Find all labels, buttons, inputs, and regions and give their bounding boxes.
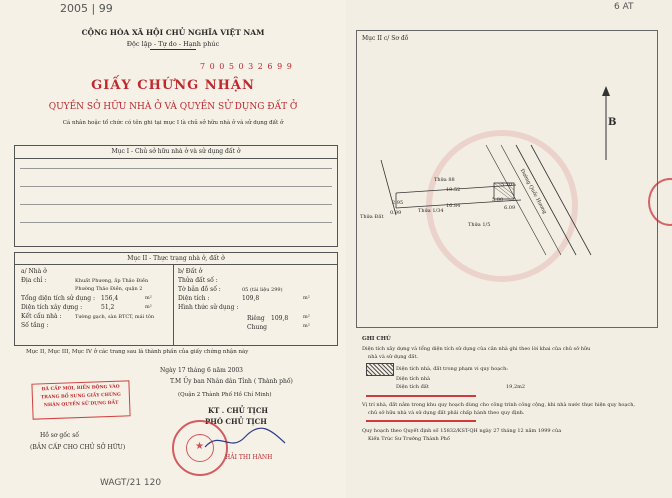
usage-form-label: Hình thức sử dụng : bbox=[178, 304, 239, 311]
dimension-label: 5.70 bbox=[501, 182, 513, 188]
shared-label: Chung bbox=[247, 324, 268, 331]
stamp-line: NHẬN QUYỀN SỬ DỤNG ĐẤT bbox=[43, 400, 119, 409]
divider bbox=[20, 168, 332, 169]
unit-m2: m² bbox=[303, 295, 310, 301]
serial-number: 7 0 0 5 0 3 2 6 9 9 bbox=[200, 62, 293, 71]
owner-section-box bbox=[14, 145, 338, 247]
dimension-label: 2.95 bbox=[392, 200, 404, 206]
owner-copy-label: (BẢN CẤP CHO CHỦ SỞ HỮU) bbox=[30, 444, 126, 451]
stamp-line: ĐÃ CẤP MỚI, BIẾN ĐỘNG VÀO bbox=[41, 384, 120, 393]
built-area-value: 51,2 bbox=[101, 304, 115, 311]
note-line: Diện tích nhà bbox=[396, 376, 431, 382]
archive-number-label: Hồ sơ gốc số bbox=[40, 432, 79, 439]
signature bbox=[200, 425, 290, 455]
owner-section-heading: Mục I - Chủ sở hữu nhà ở và sử dụng đất ở bbox=[15, 146, 337, 159]
divider bbox=[20, 222, 332, 223]
dimension-label: 6.09 bbox=[504, 205, 516, 211]
unit-m2: m² bbox=[303, 323, 310, 329]
motto-underline bbox=[150, 49, 196, 50]
motto: Độc lập - Tự do - Hạnh phúc bbox=[126, 40, 220, 48]
divider bbox=[20, 186, 332, 187]
divider bbox=[20, 204, 332, 205]
note-line: Quy hoạch theo Quyết định số 15832/KST-QH ngày 27 tháng 12 năm 1999 của bbox=[362, 428, 562, 434]
plot-label: Thửa 88 bbox=[434, 177, 455, 183]
republic-heading: CỘNG HÒA XÃ HỘI CHỦ NGHĨA VIỆT NAM bbox=[81, 28, 265, 37]
map-section-title: Mục II c/ Sơ đồ bbox=[362, 35, 409, 42]
unit-m2: m² bbox=[145, 295, 152, 301]
land-area-value: 109,8 bbox=[242, 295, 260, 302]
plot-label: Thửa 1/5 bbox=[468, 222, 491, 228]
certify-line: Cá nhân hoặc tổ chức có tên ghi tại mục I là chủ sở hữu nhà ở và sử dụng đất ở bbox=[62, 120, 284, 126]
column-divider bbox=[173, 264, 174, 345]
street-label: Đường Quốc Hương bbox=[518, 168, 548, 216]
certificate-map-page bbox=[346, 0, 672, 498]
pencil-note-bottom: WAGT/21 120 bbox=[100, 478, 162, 488]
dimension-label: 0.99 bbox=[390, 210, 402, 216]
map-sheet-label: Tờ bản đồ số : bbox=[178, 286, 221, 293]
issuer: T.M Ủy ban Nhân dân Tỉnh ( Thành phố) bbox=[170, 378, 293, 385]
floors-label: Số tầng : bbox=[21, 322, 49, 329]
plot-sketch bbox=[376, 135, 606, 265]
issuer-district: (Quận 2 Thành Phố Hồ Chí Minh) bbox=[178, 392, 272, 398]
structure-label: Kết cấu nhà : bbox=[21, 313, 62, 320]
note-line: Diện tích nhà, đất trong phạm vi quy hoạch: bbox=[396, 366, 508, 372]
private-label: Riêng bbox=[247, 315, 265, 322]
plot-number-label: Thửa đất số : bbox=[178, 277, 218, 284]
stamp-line: TRANG BỔ SUNG GIẤY CHỨNG bbox=[40, 392, 121, 401]
note-value: 19,2m2 bbox=[506, 384, 526, 390]
pencil-note-top: 2005 | 99 bbox=[60, 2, 113, 15]
map-sheet-value: 05 (tài liệu 299) bbox=[242, 287, 283, 293]
total-area-label: Tổng diện tích sử dụng : bbox=[21, 295, 96, 302]
dimension-label: 19.52 bbox=[446, 187, 461, 193]
note-line: Diện tích xây dựng và tổng diện tích sử dụng của căn nhà ghi theo lời khai của chủ sở hữu bbox=[362, 346, 591, 352]
total-area-value: 156,4 bbox=[101, 295, 119, 302]
note-line: Vị trí nhà, đất nằm trong khu quy hoạch dùng cho công trình công cộng, khi nhà nước thực hiện quy hoạch, bbox=[362, 402, 636, 408]
red-registration-stamp bbox=[31, 380, 130, 419]
private-value: 109,8 bbox=[271, 315, 289, 322]
notes-header: GHI CHÚ bbox=[362, 336, 391, 342]
note-line: Diện tích đất bbox=[396, 384, 429, 390]
red-divider bbox=[366, 420, 476, 422]
footnote: Mục II, Mục III, Mục IV ở các trang sau là thành phần của giấy chứng nhận này bbox=[26, 349, 249, 355]
land-area-label: Diện tích : bbox=[178, 295, 210, 302]
north-label: B bbox=[608, 117, 617, 128]
built-area-label: Diện tích xây dựng : bbox=[21, 304, 83, 311]
land-header: b/ Đất ở bbox=[178, 268, 203, 275]
property-section-box bbox=[14, 252, 338, 346]
structure-value: Tường gạch, sàn BTCT, mái tôn bbox=[75, 314, 155, 320]
property-section-heading: Mục II - Thực trạng nhà ở, đất ở bbox=[15, 253, 337, 265]
unit-m2: m² bbox=[145, 304, 152, 310]
pencil-note-top: 6 AT bbox=[614, 2, 634, 12]
certificate-title: GIẤY CHỨNG NHẬN bbox=[91, 78, 255, 93]
dimension-label: 16.84 bbox=[446, 203, 461, 209]
hatched-legend-box bbox=[366, 363, 394, 376]
unit-m2: m² bbox=[303, 314, 310, 320]
note-line: Kiến Trúc Sư Trưởng Thành Phố bbox=[368, 436, 450, 442]
house-address-value: Khuất Phương, ấp Thảo Điền bbox=[75, 278, 149, 284]
kt-title: KT . CHỦ TỊCH bbox=[208, 406, 268, 415]
plot-label: Thửa 1/34 bbox=[418, 208, 444, 214]
dimension-label: 5.80 bbox=[492, 197, 504, 203]
star-icon: ★ bbox=[195, 441, 204, 452]
house-address-ward: Phường Thảo Điền, quận 2 bbox=[75, 286, 143, 292]
issue-date: Ngày 17 tháng 6 năm 2003 bbox=[160, 367, 244, 374]
certificate-subtitle: QUYỀN SỞ HỮU NHÀ Ở VÀ QUYỀN SỬ DỤNG ĐẤT Ở bbox=[48, 102, 298, 112]
vice-chairman-title: PHÓ CHỦ TỊCH bbox=[205, 417, 267, 426]
signer-name: HẢI THI HÀNH bbox=[225, 454, 273, 461]
house-address-label: Địa chỉ : bbox=[21, 277, 47, 284]
plot-label: Thửa Đất bbox=[360, 214, 384, 220]
red-divider bbox=[366, 395, 476, 397]
note-line: chủ sở hữu nhà và sử dụng đất phải chấp hành theo quy định. bbox=[368, 410, 525, 416]
note-line: nhà và sử dụng đất. bbox=[368, 354, 419, 360]
house-header: a/ Nhà ở bbox=[21, 268, 47, 275]
